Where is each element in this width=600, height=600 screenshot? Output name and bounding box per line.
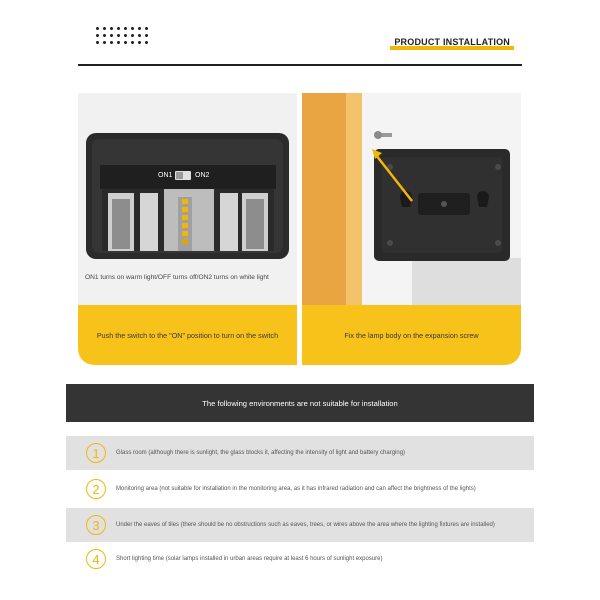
switch-label-on1: ON1 [158,172,173,179]
list-item [66,472,534,506]
list-item [66,542,534,576]
switch-caption: Push the switch to the "ON" position to turn on the switch [78,305,297,365]
mounting-panel [302,93,521,365]
mounting-illustration [302,93,521,305]
switch-label-on2: ON2 [195,172,210,179]
item-text: Monitoring area (not suitable for installation in the monitoring area, as it has infrared radiation and can affect the brightness of the lights) [116,486,476,492]
dot-grid-decoration [96,27,148,45]
installation-panels [78,93,522,365]
page-title: PRODUCT INSTALLATION [394,37,510,47]
switch-mode-note: ON1 turns on warm light/OFF turns off/ON2 turns on white light [85,274,269,281]
list-item [66,436,534,470]
item-number: 3 [86,515,106,535]
lamp-switch-illustration [78,93,297,268]
item-text: Glass room (although there is sunlight, the glass blocks it, affecting the intensity of light and battery charging) [116,450,406,456]
item-number: 4 [86,549,106,569]
list-item [66,508,534,542]
item-text: Under the eaves of tiles (there should be no obstructions such as eaves, trees, or wires above the area where the lighting fixtures are installed) [116,522,495,528]
item-number: 1 [86,443,106,463]
switch-panel [78,93,297,365]
item-text: Short lighting time (solar lamps installed in urban areas require at least 6 hours of sunlight exposure) [116,556,383,562]
unsuitable-environments-banner: The following environments are not suitable for installation [66,384,534,422]
mounting-caption: Fix the lamp body on the expansion screw [302,305,521,365]
header-divider [78,64,522,66]
item-number: 2 [86,479,106,499]
